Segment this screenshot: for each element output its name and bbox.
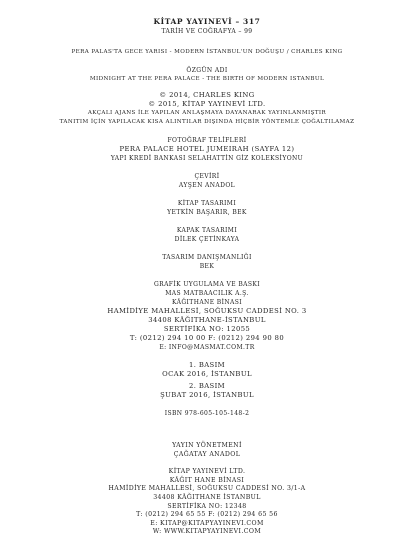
isbn: ISBN 978-605-105-148-2 bbox=[164, 410, 250, 417]
credit-role: KAPAK TASARIMI bbox=[176, 227, 238, 234]
credit-name: YETKİN BAŞARIR, BEK bbox=[167, 209, 247, 216]
credit-role: ÇEVİRİ bbox=[194, 173, 220, 180]
printer-cert: SERTİFİKA NO: 12055 bbox=[163, 325, 251, 333]
sub-series: TARİH VE COĞRAFYA – 99 bbox=[161, 28, 253, 35]
credit-name: DİLEK ÇETİNKAYA bbox=[174, 236, 240, 243]
printer-phone: T: (0212) 294 10 00 F: (0212) 294 90 80 bbox=[129, 334, 285, 342]
publisher-address: HAMİDİYE MAHALLESİ, SOĞUKSU CADDESİ NO. 3/1-A bbox=[108, 485, 306, 493]
printer-address: HAMİDİYE MAHALLESİ, SOĞUKSU CADDESİ NO. 3 bbox=[107, 307, 307, 315]
credit-role: KİTAP TASARIMI bbox=[177, 200, 237, 207]
copyright-author: © 2014, CHARLES KING bbox=[159, 91, 255, 99]
credit-name: BEK bbox=[199, 263, 215, 270]
publisher-cert: SERTİFİKA NO: 12348 bbox=[167, 502, 247, 510]
publisher-phone: T: (0212) 294 65 55 F: (0212) 294 65 56 bbox=[136, 511, 278, 519]
original-title: MIDNIGHT AT THE PERA PALACE - THE BIRTH OF MODERN ISTANBUL bbox=[89, 76, 325, 82]
printer-city: 34408 KÂĞITHANE-İSTANBUL bbox=[148, 316, 266, 324]
edition-date: OCAK 2016, İSTANBUL bbox=[162, 370, 252, 378]
edition-date: ŞUBAT 2016, İSTANBUL bbox=[160, 391, 254, 399]
book-title-line: PERA PALAS'TA GECE YARISI - MODERN İSTANBUL'UN DOĞUŞU / CHARLES KING bbox=[71, 49, 343, 55]
publisher-email: E: KITAP@KITAPYAYINEVI.COM bbox=[150, 519, 264, 527]
management-label: YAYIN YÖNETMENİ bbox=[172, 442, 242, 449]
copyright-agreement: AKÇALI AJANS İLE YAPILAN ANLAŞMAYA DAYANARAK YAYINLANMIŞTIR bbox=[87, 110, 327, 116]
printer-email: E: INFO@MASMAT.COM.TR bbox=[159, 344, 255, 351]
publisher-building: KÂĞIT HANE BİNASI bbox=[169, 476, 245, 484]
photo-credits-label: FOTOĞRAF TELİFLERİ bbox=[167, 137, 247, 144]
printer-building: KÂĞITHANE BİNASI bbox=[171, 299, 243, 306]
edition-label: 1. BASIM bbox=[188, 361, 226, 369]
edition-label: 2. BASIM bbox=[188, 382, 226, 390]
copyright-publisher: © 2015, KİTAP YAYINEVİ LTD. bbox=[148, 100, 266, 108]
management-name: ÇAĞATAY ANADOL bbox=[173, 450, 241, 458]
publisher-series: KİTAP YAYINEVİ – 317 bbox=[153, 17, 261, 26]
publisher-name: KİTAP YAYINEVİ LTD. bbox=[168, 468, 246, 476]
copyright-notice: TANITIM İÇİN YAPILACAK KISA ALINTILAR DIŞINDA HİÇBİR YÖNTEMLE ÇOĞALTILAMAZ bbox=[59, 119, 355, 125]
credit-name: AYŞEN ANADOL bbox=[178, 182, 236, 189]
photo-credit-1: PERA PALACE HOTEL JUMEIRAH (SAYFA 12) bbox=[119, 145, 295, 153]
photo-credit-2: YAPI KREDİ BANKASI SELAHATTİN GİZ KOLEKSİYONU bbox=[110, 155, 304, 162]
printer-name: MAS MATBAACILIK A.Ş. bbox=[165, 290, 249, 297]
original-title-label: ÖZGÜN ADI bbox=[186, 67, 228, 74]
credit-role: TASARIM DANIŞMANLIĞI bbox=[162, 254, 252, 261]
publisher-web: W: WWW.KITAPYAYINEVI.COM bbox=[152, 528, 262, 536]
publisher-city: 34408 KÂĞITHANE İSTANBUL bbox=[153, 493, 261, 501]
printer-label: GRAFİK UYGULAMA VE BASKI bbox=[153, 281, 261, 288]
